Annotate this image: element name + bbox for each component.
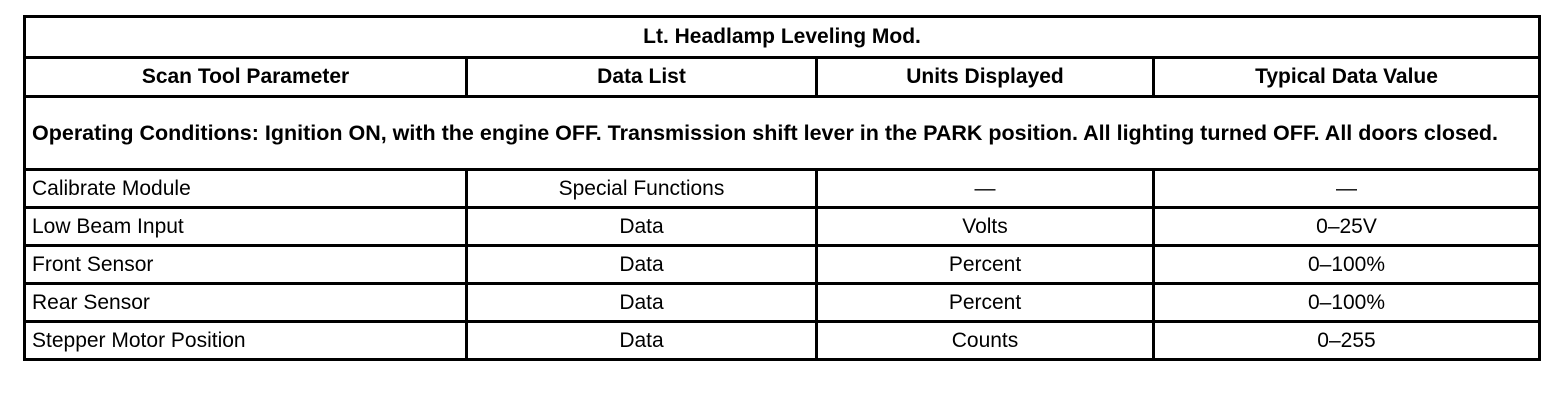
table-row <box>25 208 1540 246</box>
column-header-units-displayed: Units Displayed <box>817 58 1154 97</box>
typical-value-cell: 0–255 <box>1154 322 1540 360</box>
units-cell: Percent <box>817 246 1154 284</box>
data-list-cell: Data <box>467 208 817 246</box>
units-cell: Counts <box>817 322 1154 360</box>
parameter-cell: Front Sensor <box>25 246 467 284</box>
typical-value-cell: — <box>1154 170 1540 208</box>
parameter-cell: Stepper Motor Position <box>25 322 467 360</box>
column-header-scan-tool-parameter: Scan Tool Parameter <box>25 58 467 97</box>
data-list-cell: Data <box>467 322 817 360</box>
parameter-cell: Low Beam Input <box>25 208 467 246</box>
parameter-cell: Rear Sensor <box>25 284 467 322</box>
data-list-cell: Data <box>467 284 817 322</box>
headlamp-leveling-data-table <box>23 15 1541 361</box>
parameter-cell: Calibrate Module <box>25 170 467 208</box>
units-cell: Percent <box>817 284 1154 322</box>
table-row <box>25 246 1540 284</box>
typical-value-cell: 0–25V <box>1154 208 1540 246</box>
operating-conditions-row <box>25 97 1540 170</box>
table-row <box>25 322 1540 360</box>
table-row <box>25 284 1540 322</box>
table-row <box>25 170 1540 208</box>
units-cell: Volts <box>817 208 1154 246</box>
operating-conditions-text: Operating Conditions: Ignition ON, with the engine OFF. Transmission shift lever in the PARK position. All lighting turned OFF. All doors closed. <box>25 97 1540 170</box>
column-header-typical-data-value: Typical Data Value <box>1154 58 1540 97</box>
typical-value-cell: 0–100% <box>1154 246 1540 284</box>
units-cell: — <box>817 170 1154 208</box>
data-list-cell: Special Functions <box>467 170 817 208</box>
data-list-cell: Data <box>467 246 817 284</box>
table-title-row <box>25 17 1540 58</box>
column-header-data-list: Data List <box>467 58 817 97</box>
table-header-row <box>25 58 1540 97</box>
typical-value-cell: 0–100% <box>1154 284 1540 322</box>
table-title: Lt. Headlamp Leveling Mod. <box>25 17 1540 58</box>
